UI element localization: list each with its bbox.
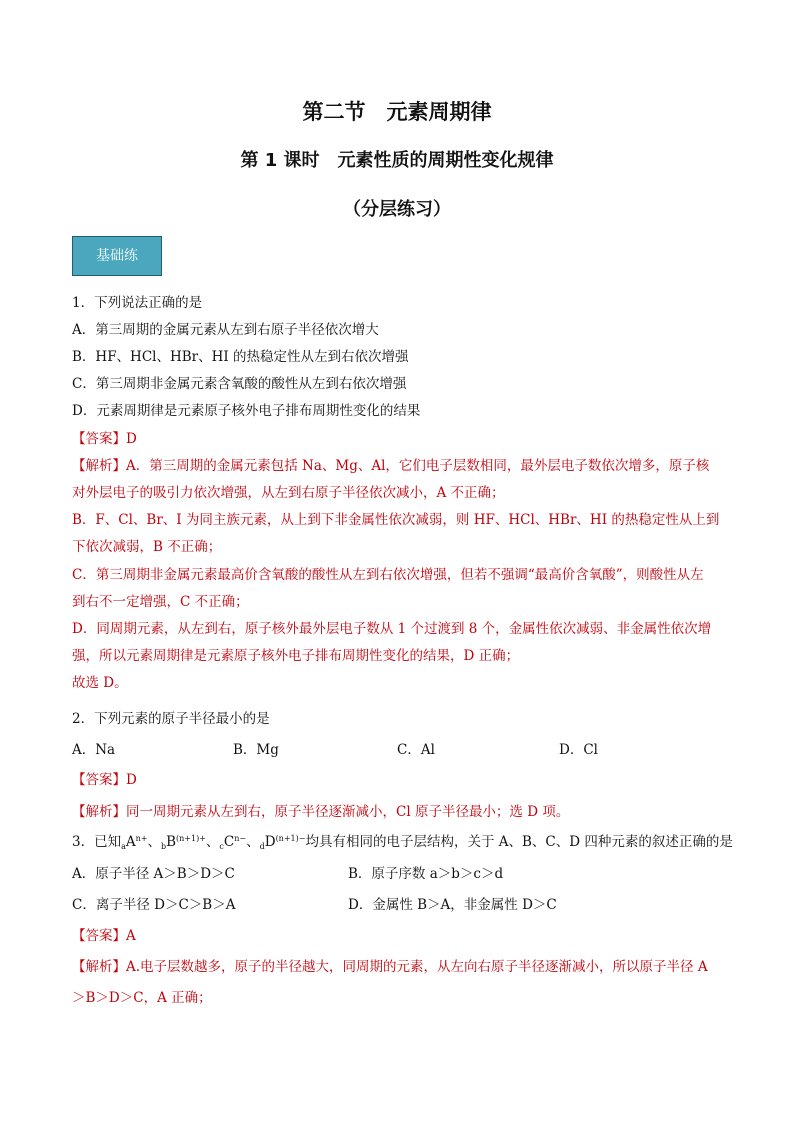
ion-a-subscript: a xyxy=(121,842,126,851)
ion-b-superscript: (n+1)+ xyxy=(176,834,206,843)
analysis-tag: 【解析】 xyxy=(72,458,126,474)
q2-option-b: B．Mg xyxy=(233,742,279,758)
q1-analysis-line-8: 强，所以元素周期律是元素原子核外电子排布周期性变化的结果，D 正确； xyxy=(72,648,520,664)
q1-analysis-line-3: B．F、Cl、Br、I 为同主族元素，从上到下非金属性依次减弱，则 HF、HCl、HBr、HI 的热稳定性从上到 xyxy=(72,512,720,528)
stem-prefix: 3．已知 xyxy=(72,834,122,850)
lesson-title: 第 1 课时 元素性质的周期性变化规律 xyxy=(240,150,554,171)
practice-title: （分层练习） xyxy=(343,199,451,220)
q1-option-d: D．元素周期律是元素原子核外电子排布周期性变化的结果 xyxy=(72,403,421,419)
ion-c-superscript: n− xyxy=(234,834,247,843)
q1-option-b: B．HF、HCl、HBr、HI 的热稳定性从左到右依次增强 xyxy=(72,349,409,365)
q1-option-a: A．第三周期的金属元素从左到右原子半径依次增大 xyxy=(72,322,379,338)
q2-stem: 2．下列元素的原子半径最小的是 xyxy=(72,711,270,727)
ion-b-subscript: b xyxy=(160,842,167,851)
q3-analysis-line-1 xyxy=(72,955,708,975)
section-badge: 基础练 xyxy=(72,236,162,276)
ion-d: D xyxy=(264,834,276,850)
ion-b: B xyxy=(166,834,177,850)
answer-tag: 【答案】 xyxy=(72,928,126,944)
q3-stem xyxy=(72,830,733,851)
q2-option-d: D．Cl xyxy=(559,742,598,758)
answer-value: D xyxy=(126,431,137,447)
analysis-text: 同一周期元素从左到右，原子半径逐渐减小，Cl 原子半径最小；选 D 项。 xyxy=(126,804,570,820)
ion-d-superscript: (n+1)− xyxy=(275,834,306,843)
q1-analysis-line-1 xyxy=(72,454,709,474)
q1-stem: 1．下列说法正确的是 xyxy=(72,295,203,311)
answer-value: A xyxy=(126,928,136,944)
q1-analysis-line-5: C．第三周期非金属元素最高价含氧酸的酸性从左到右依次增强，但若不强调“最高价含氧酸”，则酸性从左 xyxy=(72,567,704,583)
q3-option-c: C．离子半径 D＞C＞B＞A xyxy=(72,897,236,913)
q2-option-c: C．Al xyxy=(397,742,435,758)
section-title: 第二节 元素周期律 xyxy=(302,100,492,124)
separator: 、 xyxy=(147,834,161,850)
q3-option-a: A．原子半径 A＞B＞D＞C xyxy=(72,866,235,882)
answer-tag: 【答案】 xyxy=(72,431,126,447)
ion-a: A xyxy=(125,834,136,850)
answer-value: D xyxy=(126,772,137,788)
analysis-text: A.电子层数越多，原子的半径越大，同周期的元素，从左向右原子半径逐渐减小，所以原子半径 A xyxy=(126,959,708,975)
q1-analysis-line-4: 下依次减弱，B 不正确； xyxy=(72,539,222,555)
ion-c-subscript: c xyxy=(219,842,224,851)
q3-analysis-line-2: ＞B＞D＞C，A 正确； xyxy=(72,990,212,1006)
q3-answer xyxy=(72,924,136,944)
q1-option-c: C．第三周期非金属元素含氧酸的酸性从左到右依次增强 xyxy=(72,376,407,392)
separator: 、 xyxy=(246,834,260,850)
q1-conclusion: 故选 D。 xyxy=(72,675,128,691)
q2-option-a: A．Na xyxy=(72,742,116,758)
q1-answer xyxy=(72,427,137,447)
q3-option-b: B．原子序数 a＞b＞c＞d xyxy=(348,866,504,882)
analysis-text: A．第三周期的金属元素包括 Na、Mg、Al，它们电子层数相同，最外层电子数依次增多，原子核 xyxy=(126,458,710,474)
separator: 、 xyxy=(205,834,220,850)
q3-option-d: D．金属性 B＞A，非金属性 D＞C xyxy=(348,897,557,913)
q2-analysis xyxy=(72,800,569,820)
q1-analysis-line-6: 到右不一定增强，C 不正确； xyxy=(72,594,249,610)
answer-tag: 【答案】 xyxy=(72,772,126,788)
analysis-tag: 【解析】 xyxy=(72,804,126,820)
ion-d-subscript: d xyxy=(259,842,265,851)
q1-analysis-line-7: D．同周期元素，从左到右，原子核外最外层电子数从 1 个过渡到 8 个，金属性依次减弱、非金属性依次增 xyxy=(72,621,712,637)
q1-analysis-line-2: 对外层电子的吸引力依次增强，从左到右原子半径依次减小，A 不正确； xyxy=(72,485,505,501)
analysis-tag: 【解析】 xyxy=(72,959,126,975)
ion-a-superscript: n+ xyxy=(135,834,148,843)
q2-answer xyxy=(72,768,137,788)
ion-c: C xyxy=(223,834,235,850)
stem-suffix: 均具有相同的电子层结构，关于 A、B、C、D 四种元素的叙述正确的是 xyxy=(305,834,733,850)
